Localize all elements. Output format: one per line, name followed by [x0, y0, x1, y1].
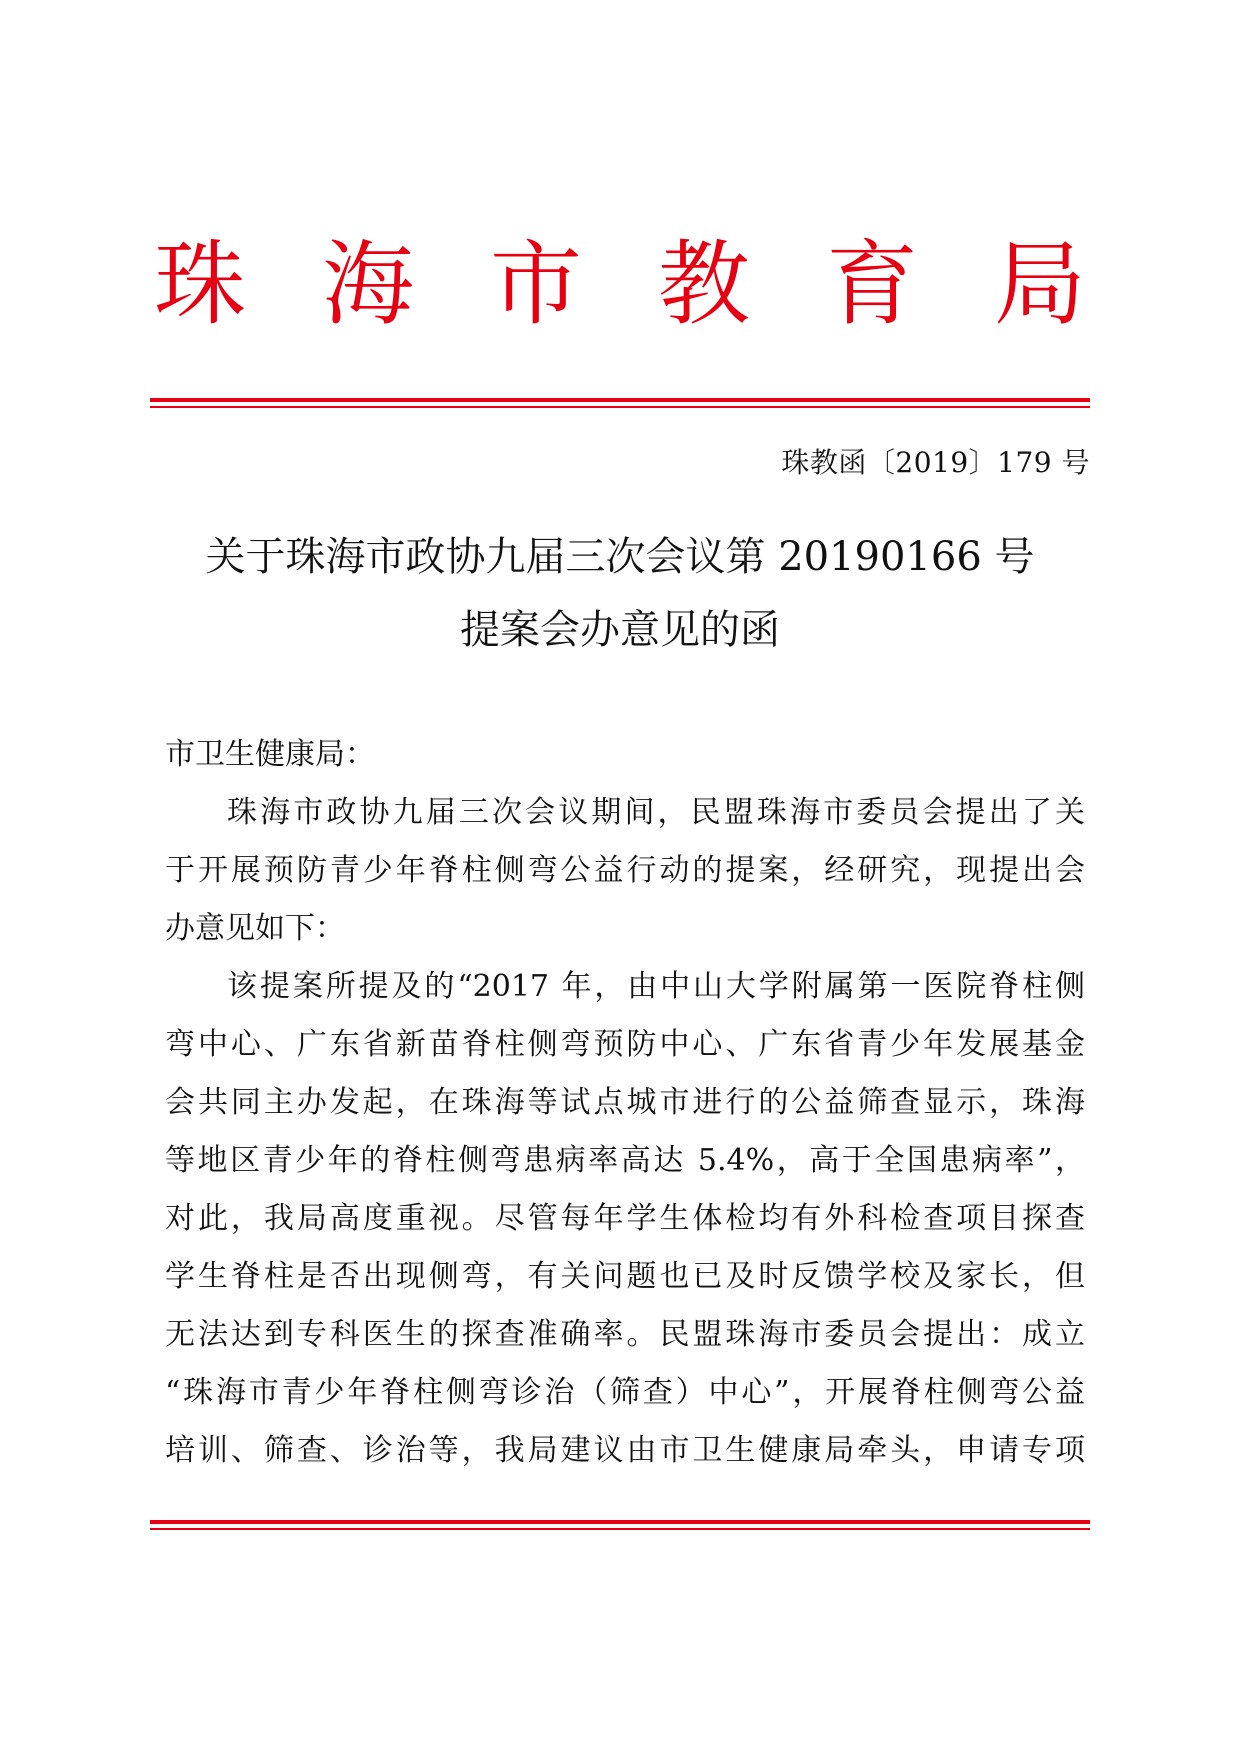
letterhead-char: 珠 — [153, 231, 246, 338]
recipient-line: 市卫生健康局： — [165, 737, 375, 772]
letterhead-char: 育 — [825, 231, 918, 338]
paragraph-line: 珠海市政协九届三次会议期间，民盟珠海市委员会提出了关 — [227, 795, 1085, 830]
letterhead-char: 教 — [657, 231, 750, 338]
footer-rule-thick — [150, 1520, 1090, 1524]
document-title-line-2: 提案会办意见的函 — [460, 607, 780, 653]
paragraph-line: 该提案所提及的“2017 年，由中山大学附属第一医院脊柱侧 — [227, 969, 1085, 1004]
document-body — [165, 726, 1085, 1480]
letterhead-char: 局 — [993, 231, 1086, 338]
paragraph-line: “珠海市青少年脊柱侧弯诊治（筛查）中心”，开展脊柱侧弯公益 — [165, 1375, 1085, 1410]
paragraph-line: 等地区青少年的脊柱侧弯患病率高达 5.4%，高于全国患病率”， — [165, 1143, 1085, 1178]
paragraph-line: 会共同主办发起，在珠海等试点城市进行的公益筛查显示，珠海 — [165, 1085, 1085, 1120]
paragraph-line: 办意见如下： — [165, 911, 345, 946]
paragraph-line: 培训、筛查、诊治等，我局建议由市卫生健康局牵头，申请专项 — [165, 1433, 1085, 1468]
header-rule-thin — [150, 406, 1090, 408]
paragraph-line: 学生脊柱是否出现侧弯，有关问题也已及时反馈学校及家长，但 — [165, 1259, 1085, 1294]
footer-rule-thin — [150, 1528, 1090, 1530]
letterhead-char: 海 — [321, 231, 414, 338]
letterhead-char: 市 — [489, 231, 582, 338]
header-rule-thick — [150, 398, 1090, 402]
paragraph-line: 对此，我局高度重视。尽管每年学生体检均有外科检查项目探查 — [165, 1201, 1085, 1236]
paragraph-line: 弯中心、广东省新苗脊柱侧弯预防中心、广东省青少年发展基金 — [165, 1027, 1085, 1062]
document-title-line-1: 关于珠海市政协九届三次会议第 20190166 号 — [205, 534, 1035, 580]
document-number: 珠教函〔2019〕179 号 — [781, 446, 1090, 479]
letterhead-title — [150, 225, 1090, 345]
paragraph-line: 无法达到专科医生的探查准确率。民盟珠海市委员会提出：成立 — [165, 1317, 1085, 1352]
paragraph-line: 于开展预防青少年脊柱侧弯公益行动的提案，经研究，现提出会 — [165, 853, 1085, 888]
